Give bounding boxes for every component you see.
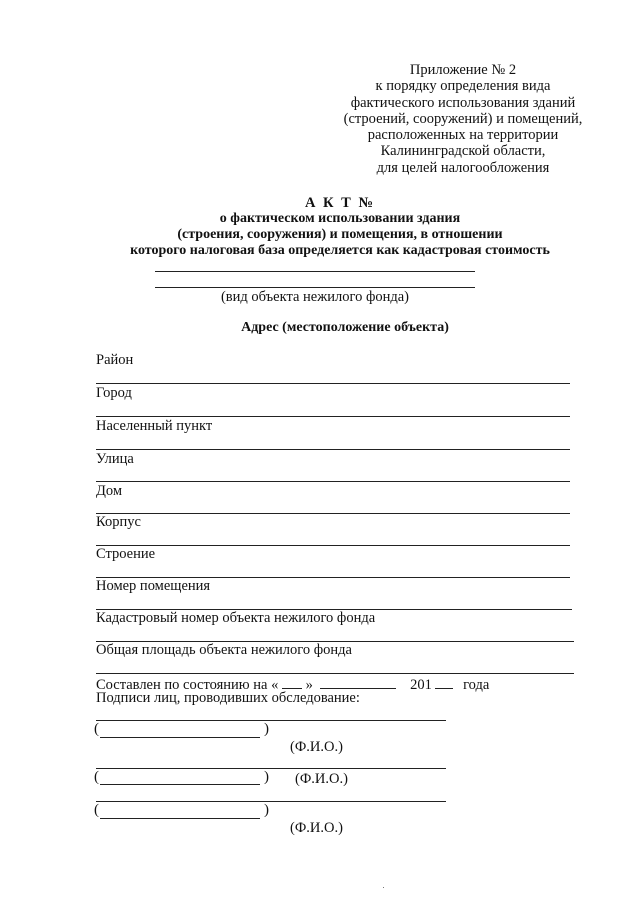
field-line-city[interactable]: [96, 416, 570, 417]
appendix-line: фактического использования зданий: [350, 94, 576, 111]
signature-open-paren-3: (: [94, 802, 99, 818]
compiled-month-blank[interactable]: [320, 675, 396, 689]
field-label-house: Дом: [96, 483, 123, 499]
signature-name-line-3[interactable]: [100, 818, 260, 819]
signature-close-paren-3: ): [264, 802, 269, 818]
appendix-line: для целей налогообложения: [376, 159, 550, 176]
signature-open-paren-1: (: [94, 721, 99, 737]
signature-line-2[interactable]: [96, 768, 446, 769]
field-line-district[interactable]: [96, 383, 570, 384]
act-subtitle-line: (строения, сооружения) и помещения, в отношении: [177, 227, 503, 242]
field-label-settlement: Населенный пункт: [96, 418, 213, 434]
field-label-street: Улица: [96, 451, 134, 467]
field-line-total-area[interactable]: [96, 673, 574, 674]
field-line-street[interactable]: [96, 481, 570, 482]
field-line-settlement[interactable]: [96, 449, 570, 450]
appendix-line: расположенных на территории: [367, 127, 559, 144]
compiled-year-prefix: 201: [410, 677, 432, 693]
appendix-line: (строений, сооружений) и помещений,: [343, 110, 583, 127]
act-title: А К Т №: [304, 195, 376, 211]
act-heading: [60, 195, 620, 259]
compiled-year-blank[interactable]: [435, 675, 453, 689]
compiled-date-prefix: Составлен по состоянию на «: [96, 677, 279, 693]
field-label-total-area: Общая площадь объекта нежилого фонда: [96, 642, 352, 658]
object-kind-caption: (вид объекта нежилого фонда): [220, 289, 410, 305]
signature-line-3[interactable]: [96, 801, 446, 802]
field-label-structure: Строение: [96, 546, 156, 562]
field-label-cadastral-number: Кадастровый номер объекта нежилого фонда: [96, 610, 376, 626]
appendix-header: [328, 62, 598, 176]
appendix-line: Приложение № 2: [409, 62, 517, 78]
field-label-premises-number: Номер помещения: [96, 578, 211, 594]
scan-speck: [383, 887, 384, 888]
compiled-day-blank[interactable]: [282, 675, 302, 689]
object-kind-line-1[interactable]: [155, 271, 475, 272]
signature-name-line-1[interactable]: [100, 737, 260, 738]
signature-line-1[interactable]: [96, 720, 446, 721]
signature-fio-label-1: (Ф.И.О.): [290, 739, 343, 755]
field-label-building: Корпус: [96, 514, 141, 530]
signature-close-paren-2: ): [264, 769, 269, 785]
compiled-date-quote-close: »: [305, 677, 313, 693]
field-label-city: Город: [96, 385, 132, 401]
signature-fio-label-2: (Ф.И.О.): [295, 771, 348, 787]
act-subtitle-line: которого налоговая база определяется как кадастровая стоимость: [130, 243, 550, 258]
appendix-line: Калининградской области,: [380, 143, 546, 160]
act-subtitle-line: о фактическом использовании здания: [219, 211, 461, 226]
field-line-house[interactable]: [96, 513, 570, 514]
signature-open-paren-2: (: [94, 769, 99, 785]
signatures-title: Подписи лиц, проводивших обследование:: [96, 690, 360, 706]
object-kind-line-2[interactable]: [155, 287, 475, 288]
signature-name-line-2[interactable]: [100, 784, 260, 785]
signature-close-paren-1: ): [264, 721, 269, 737]
field-label-district: Район: [96, 352, 134, 368]
compiled-year-suffix: года: [463, 677, 490, 693]
field-line-building[interactable]: [96, 545, 570, 546]
address-title: Адрес (местоположение объекта): [241, 320, 449, 335]
signature-fio-label-3: (Ф.И.О.): [290, 820, 343, 836]
appendix-line: к порядку определения вида: [375, 78, 551, 95]
